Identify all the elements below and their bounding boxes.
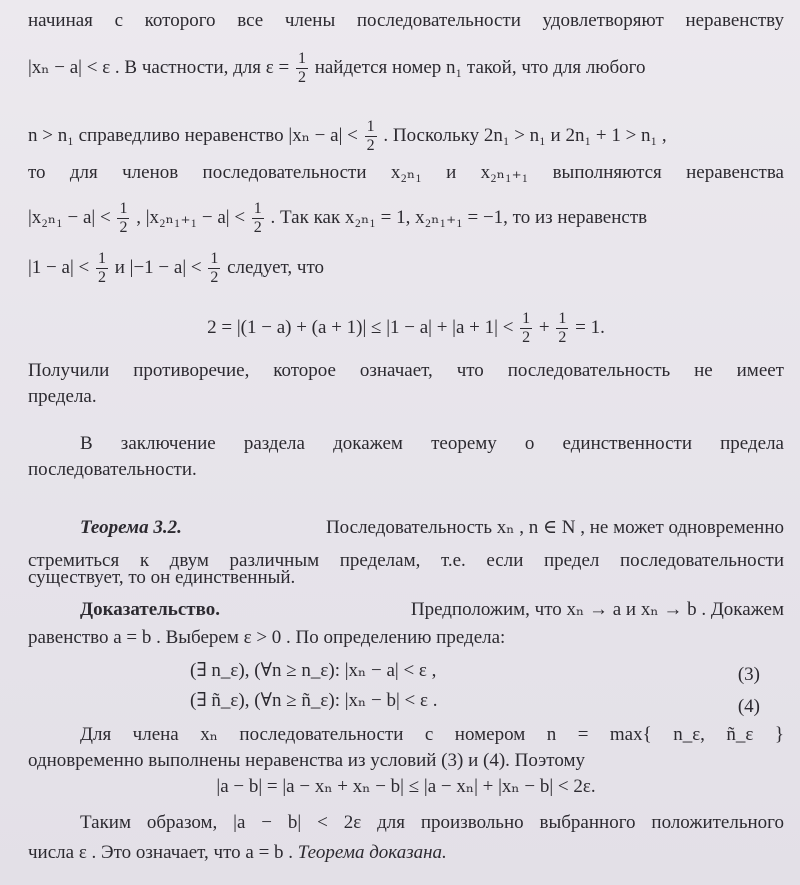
text: , |x₂ₙ₁₊₁ − a| < [136,206,246,228]
fraction-half [556,310,568,347]
p1-line5 [28,200,784,237]
fraction-half [252,200,264,237]
inequality: |xₙ − a| < ε [28,56,111,78]
numerator: 1 [210,250,219,267]
equation-number-3: (3) [737,664,760,685]
equation-4: (∃ ñ_ε), (∀n ≥ ñ_ε): |xₙ − b| < ε . [190,690,438,711]
denominator: 2 [297,69,306,86]
text: Последовательность xₙ , n ∈ N , не может одновременно [325,517,784,538]
numerator: 1 [522,310,531,327]
proof-display-equation: |a − b| = |a − xₙ + xₙ − b| ≤ |a − xₙ| + |xₙ − b| < 2ε. [216,776,596,797]
proof-line7 [28,840,784,866]
text: и |−1 − a| < [114,256,202,278]
theorem-line3: существует, то он единственный. [28,567,296,588]
numerator: 1 [366,118,375,135]
theorem-line1 [28,515,784,541]
p1-line1: начиная с которого все члены последовательности удовлетворяют неравенству [28,10,784,31]
fraction-half [365,118,377,155]
numerator: 1 [97,250,106,267]
text: числа ε . Это означает, что a = b . [28,842,294,863]
numerator: 1 [297,50,306,67]
proof-line4: одновременно выполнены неравенства из условий (3) и (4). Поэтому [28,750,585,771]
p3-line1: В заключение раздела докажем теорему о единственности предела [80,433,784,454]
fraction-half [117,200,129,237]
proof-label: Доказательство. [80,599,220,620]
denominator: 2 [119,219,128,236]
fraction-half [208,250,220,287]
p3-line2: последовательности. [28,459,197,480]
numerator: 1 [253,200,262,217]
text: . В частности, для ε = [114,56,290,78]
fraction-half [296,50,308,87]
p1-line3 [28,118,784,155]
qed-text: Теорема доказана. [297,842,447,863]
denominator: 2 [522,329,531,346]
text: = 1. [575,316,605,338]
denominator: 2 [210,269,219,286]
p2-line2: предела. [28,386,97,407]
equation-3: (∃ n_ε), (∀n ≥ n_ε): |xₙ − a| < ε , [190,660,437,681]
fraction-half [96,250,108,287]
denominator: 2 [558,329,567,346]
proof-line2: равенство a = b . Выберем ε > 0 . По определению предела: [28,627,506,648]
p1-line6 [28,250,784,287]
text: найдется номер n₁ такой, что для любого [314,56,646,78]
proof-line3: Для члена xₙ последовательности с номером n = max{ n_ε, ñ_ε } [80,724,784,745]
plus: + [538,316,550,338]
text: . Так как x₂ₙ₁ = 1, x₂ₙ₁₊₁ = −1, то из неравенств [270,206,648,228]
theorem-label: Теорема 3.2. [80,517,182,538]
p1-line2 [28,50,784,87]
fraction-half [520,310,532,347]
text: 2 = |(1 − a) + (a + 1)| ≤ |1 − a| + |a + 1| < [207,316,514,338]
denominator: 2 [253,219,262,236]
proof-line6: Таким образом, |a − b| < 2ε для произвольно выбранного положительного [80,812,784,833]
p2-line1: Получили противоречие, которое означает, что последовательность не имеет [28,360,784,381]
equation-number-4: (4) [737,696,760,717]
theorem-line2: стремиться к двум различным пределам, т.е. если предел последовательности [28,550,784,571]
text: Предположим, что xₙ → a и xₙ → b . Докажем [410,599,784,620]
text: . Поскольку 2n₁ > n₁ и 2n₁ + 1 > n₁ , [383,124,667,146]
text: следует, что [227,256,325,278]
p1-display-equation [28,310,784,347]
numerator: 1 [119,200,128,217]
numerator: 1 [558,310,567,327]
text: n > n₁ справедливо неравенство |xₙ − a| < [28,124,358,146]
text: |1 − a| < [28,256,90,278]
text: |x₂ₙ₁ − a| < [28,206,111,228]
proof-line1 [28,597,784,623]
denominator: 2 [97,269,106,286]
p1-line4: то для членов последовательности x₂ₙ₁ и x₂ₙ₁₊₁ выполняются неравенства [28,162,784,183]
denominator: 2 [366,137,375,154]
